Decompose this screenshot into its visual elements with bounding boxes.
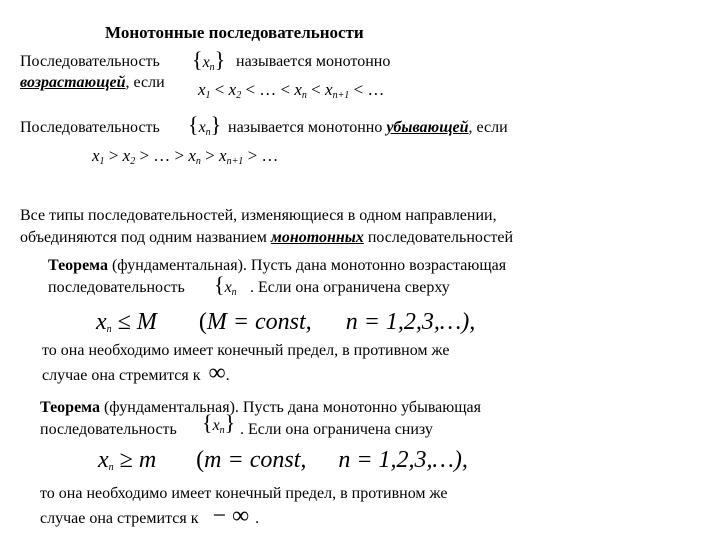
- inc-if: , если: [125, 74, 165, 91]
- dec-seq-notation: $\{x_n\}$: [188, 112, 222, 138]
- inc-term-line: [20, 73, 165, 93]
- theorem2-line-2-pre: последовательность: [40, 421, 177, 438]
- theorem2-conclusion-2: случае она стремится к − ∞ .: [40, 503, 260, 529]
- summary-term: монотонных: [270, 229, 364, 246]
- theorem2-seq-notation: $\{x_n\}$: [202, 410, 236, 436]
- theorem1-line-1: Теорема (фундаментальная). Пусть дана монотонно возрастающая: [48, 257, 507, 274]
- theorem1-formula: $x_n \le M$ (M = const, n = 1,2,3,…),: [96, 309, 476, 335]
- theorem1-label: Теорема: [48, 257, 108, 274]
- dec-called: называется монотонно: [228, 119, 383, 136]
- theorem1-seq-notation: {$x_n$: [214, 272, 237, 298]
- inc-word: Последовательность: [20, 53, 160, 70]
- summary-line-1: Все типы последовательностей, изменяющиеся в одном направлении,: [20, 207, 497, 224]
- theorem2-conclusion-1: то она необходимо имеет конечный предел, в противном же: [40, 485, 448, 502]
- theorem1-conclusion-2: случае она стремится к ∞.: [42, 360, 230, 386]
- inc-term: возрастающей: [20, 74, 126, 91]
- theorem1-line-2-pre: последовательность: [48, 279, 185, 296]
- summary-line-2: объединяются под одним названием монотонных последовательностей: [20, 229, 514, 246]
- inc-called: называется монотонно: [236, 53, 391, 70]
- dec-word: Последовательность: [20, 119, 160, 136]
- theorem1-conclusion-1: то она необходимо имеет конечный предел, в противном же: [42, 342, 450, 359]
- dec-chain: $x_1 > x_2$ > … > $x_n > x_{n+1}$ > …: [92, 146, 279, 167]
- theorem2-line-1: Теорема (фундаментальная). Пусть дана монотонно убывающая: [40, 399, 481, 416]
- infinity-symbol: ∞: [208, 360, 226, 386]
- neg-infinity-symbol: − ∞: [212, 503, 250, 529]
- page-title: Монотонные последовательности: [105, 23, 364, 42]
- theorem2-label: Теорема: [40, 399, 100, 416]
- dec-def-line: [228, 118, 508, 138]
- dec-term: убывающей: [386, 119, 469, 136]
- theorem2-line-2-post: . Если она ограничена снизу: [240, 421, 433, 438]
- inc-seq-notation: $\{x_n\}$: [192, 47, 226, 73]
- theorem2-formula: $x_n \ge m$ (m = const, n = 1,2,3,…),: [98, 447, 468, 473]
- theorem1-line-2-post: . Если она ограничена сверху: [250, 279, 450, 296]
- inc-chain: $x_1 < x_2$ < … < $x_n < x_{n+1}$ < …: [198, 80, 385, 101]
- dec-if: , если: [468, 119, 508, 136]
